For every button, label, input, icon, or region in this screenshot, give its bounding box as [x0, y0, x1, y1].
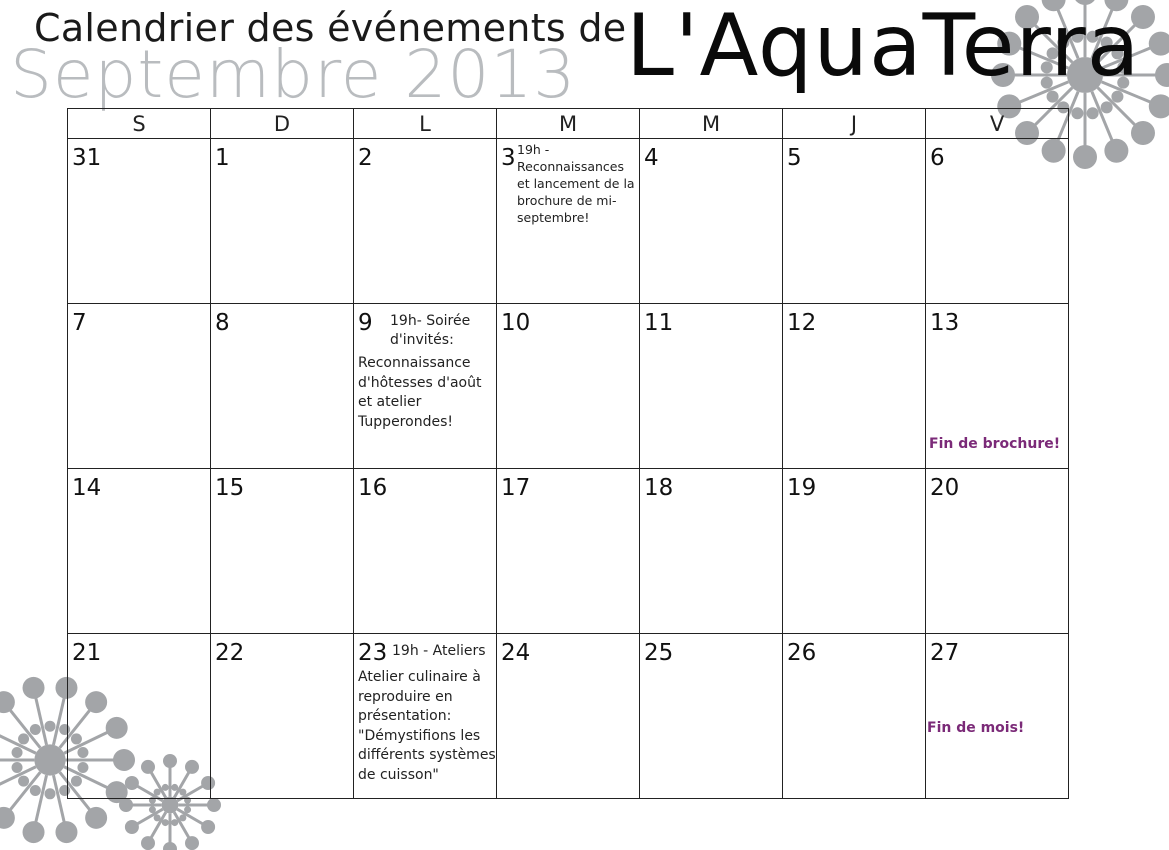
day-number: 22: [215, 640, 245, 666]
day-number: 23: [358, 640, 388, 666]
week-row: [68, 469, 1069, 634]
weekday-header: D: [211, 109, 354, 139]
day-number: 15: [215, 475, 245, 501]
week-row: [68, 634, 1069, 799]
day-number: 12: [787, 310, 817, 336]
brand-title: L'AquaTerra: [626, 0, 1141, 96]
day-number: 19: [787, 475, 817, 501]
day-cell: [68, 304, 211, 469]
event-sep13: Fin de brochure!: [929, 436, 1061, 452]
day-cell: [354, 304, 497, 469]
day-number: 4: [644, 145, 659, 171]
event-sep9-heading-line: d'invités:: [390, 332, 454, 348]
day-cell: [68, 634, 211, 799]
day-cell: [926, 304, 1069, 469]
day-cell: [926, 139, 1069, 304]
day-cell: [211, 469, 354, 634]
weekday-header-row: [68, 109, 1069, 139]
weekday-header: M: [497, 109, 640, 139]
day-number: 18: [644, 475, 674, 501]
day-number: 25: [644, 640, 674, 666]
day-cell: [497, 634, 640, 799]
day-number: 20: [930, 475, 960, 501]
week-row: [68, 139, 1069, 304]
event-sep9-heading: [390, 312, 470, 350]
event-sep27: Fin de mois!: [927, 720, 1025, 736]
day-number: 1: [215, 145, 230, 171]
day-cell: [640, 304, 783, 469]
calendar-grid: [67, 108, 1069, 799]
day-number: 27: [930, 640, 960, 666]
event-sep23-body: Atelier culinaire à reproduire en présentation: "Démystifions les différents systèmes de cuisson": [358, 669, 496, 783]
day-number: 6: [930, 145, 945, 171]
calendar-heading: Calendrier des événements de: [34, 6, 627, 50]
day-number: 17: [501, 475, 531, 501]
day-number: 8: [215, 310, 230, 336]
weekday-header: S: [68, 109, 211, 139]
day-number: 2: [358, 145, 373, 171]
event-sep9-heading-line: 19h- Soirée: [390, 313, 471, 329]
day-cell: [497, 139, 640, 304]
day-cell: [783, 634, 926, 799]
day-cell: [926, 469, 1069, 634]
day-cell: [497, 304, 640, 469]
day-number: 9: [358, 310, 373, 336]
day-number: 14: [72, 475, 102, 501]
day-number: 26: [787, 640, 817, 666]
day-number: 21: [72, 640, 102, 666]
day-cell: [68, 139, 211, 304]
day-number: 10: [501, 310, 531, 336]
day-number: 31: [72, 145, 102, 171]
day-cell: [354, 634, 497, 799]
event-sep3: 19h - Reconnaissances et lancement de la brochure de mi-septembre!: [517, 142, 635, 225]
day-number: 13: [930, 310, 960, 336]
weekday-header: M: [640, 109, 783, 139]
week-row: [68, 304, 1069, 469]
weekday-header: L: [354, 109, 497, 139]
event-sep9-body: Reconnaissance d'hôtesses d'août et atelier Tupperondes!: [358, 355, 482, 430]
day-cell: [354, 469, 497, 634]
weekday-header: J: [783, 109, 926, 139]
day-number: 5: [787, 145, 802, 171]
day-cell: [354, 139, 497, 304]
day-cell: [640, 139, 783, 304]
day-cell: [783, 469, 926, 634]
day-cell: [783, 139, 926, 304]
month-title: Septembre 2013: [10, 36, 577, 113]
day-cell: [211, 304, 354, 469]
day-cell: [211, 634, 354, 799]
day-number: 3: [501, 145, 516, 171]
day-number: 7: [72, 310, 87, 336]
day-cell: [497, 469, 640, 634]
day-cell: [640, 469, 783, 634]
event-sep23-heading: 19h - Ateliers: [392, 643, 486, 659]
day-cell: [926, 634, 1069, 799]
day-number: 11: [644, 310, 674, 336]
weekday-header: V: [926, 109, 1069, 139]
day-cell: [783, 304, 926, 469]
day-number: 24: [501, 640, 531, 666]
day-cell: [640, 634, 783, 799]
day-number: 16: [358, 475, 388, 501]
day-cell: [211, 139, 354, 304]
day-cell: [68, 469, 211, 634]
